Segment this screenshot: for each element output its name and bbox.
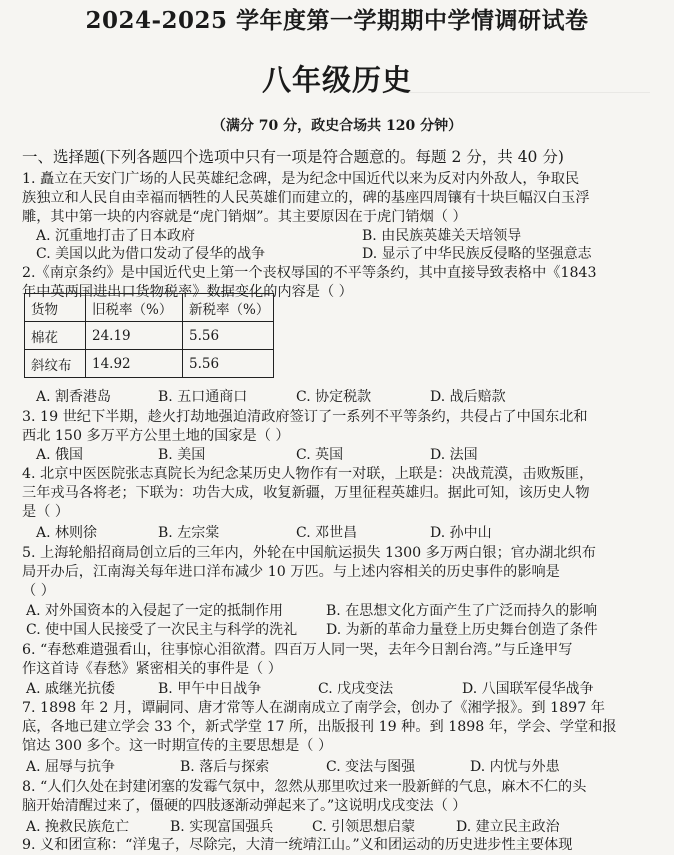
table-cell: 5.56 xyxy=(183,322,274,350)
question-3-line-2: 西北 150 多万平方公里土地的国家是（ ） xyxy=(22,428,290,444)
question-8-option-d: D. 建立民主政治 xyxy=(456,819,560,835)
question-6-option-d: D. 八国联军侵华战争 xyxy=(462,681,594,697)
question-2-option-b: B. 五口通商口 xyxy=(158,389,248,405)
question-5-option-b: B. 在思想文化方面产生了广泛而持久的影响 xyxy=(326,603,598,619)
question-4-option-d: D. 孙中山 xyxy=(430,525,492,541)
question-2-line-2: 年中英两国进出口货物税率》数据变化的内容是（ ） xyxy=(22,284,353,300)
question-9-line-1: 9. 义和团宣称：“洋鬼子，尽除完，大清一统靖江山。”义和团运动的历史进步性主要体现 xyxy=(22,837,573,853)
question-1-option-a: A. 沉重地打击了日本政府 xyxy=(36,228,196,244)
question-2-option-d: D. 战后赔款 xyxy=(430,389,506,405)
question-6-line-1: 6. “春愁难遣强看山，往事惊心泪欲潸。四百万人同一哭，去年今日割台湾。”与丘逢甲写 xyxy=(22,642,573,658)
question-2-option-a: A. 割香港岛 xyxy=(36,389,112,405)
table-cell: 24.19 xyxy=(86,322,183,350)
question-8-option-c: C. 引领思想启蒙 xyxy=(312,819,416,835)
table-cell: 5.56 xyxy=(183,350,274,378)
question-6-line-2: 作这首诗《春愁》紧密相关的事件是（ ） xyxy=(22,661,282,677)
question-5-line-2: 局开办后，江南海关每年进口洋布减少 10 万匹。与上述内容相关的历史事件的影响是 xyxy=(22,564,560,580)
question-8-option-a: A. 挽救民族危亡 xyxy=(26,819,130,835)
question-1-option-c: C. 美国以此为借口发动了侵华的战争 xyxy=(36,246,266,262)
question-7-option-d: D. 内忧与外患 xyxy=(470,759,560,775)
question-3-option-c: C. 英国 xyxy=(296,447,344,463)
table-row xyxy=(25,322,274,350)
question-5-option-a: A. 对外国资本的入侵起了一定的抵制作用 xyxy=(26,603,284,619)
question-3-option-d: D. 法国 xyxy=(430,447,478,463)
question-6-option-b: B. 甲午中日战争 xyxy=(158,681,262,697)
table-header: 新税率（%） xyxy=(183,294,274,322)
question-7-option-c: C. 变法与图强 xyxy=(326,759,416,775)
question-6-option-c: C. 戊戌变法 xyxy=(318,681,394,697)
question-5-option-d: D. 为新的革命力量登上历史舞台创造了条件 xyxy=(326,622,598,638)
question-5-option-c: C. 使中国人民接受了一次民主与科学的洗礼 xyxy=(26,622,298,638)
exam-title: 2024-2025 学年度第一学期期中学情调研试卷 xyxy=(85,7,589,34)
question-1-line-2: 族独立和人民自由幸福而牺牲的人民英雄们而建立的，碑的基座四周镶有十块巨幅汉白玉浮 xyxy=(22,190,590,206)
question-4-line-1: 4. 北京中医医院张志真院长为纪念某历史人物作有一对联，上联是：决战荒漠，击败叛匪， xyxy=(22,466,594,482)
question-2-line-1: 2.《南京条约》是中国近代史上第一个丧权辱国的不平等条约，其中直接导致表格中《1843 xyxy=(22,265,597,281)
table-header: 货物 xyxy=(25,294,86,322)
question-5-line-3: （ ） xyxy=(22,583,55,599)
question-4-option-b: B. 左宗棠 xyxy=(158,525,220,541)
question-7-line-2: 底，各地已建立学会 33 个，新式学堂 17 所，出版报刊 19 种。到 1898 年，学会、学堂和报 xyxy=(22,719,617,735)
table-cell: 斜纹布 xyxy=(25,350,86,378)
section-heading: 一、选择题(下列各题四个选项中只有一项是符合题意的。每题 2 分，共 40 分) xyxy=(22,148,564,166)
table-header-row xyxy=(25,294,274,322)
table-cell: 14.92 xyxy=(86,350,183,378)
question-3-line-1: 3. 19 世纪下半期，趁火打劫地强迫清政府签订了一系列不平等条约，共侵占了中国东北和 xyxy=(22,409,588,425)
question-1-option-b: B. 由民族英雄关天培领导 xyxy=(362,228,522,244)
question-8-line-2: 脑开始清醒过来了，僵硬的四肢逐渐动弹起来了。”这说明戊戌变法（ ） xyxy=(22,798,467,814)
question-6-option-a: A. 戚继光抗倭 xyxy=(26,681,116,697)
question-3-option-b: B. 美国 xyxy=(158,447,206,463)
question-7-line-1: 7. 1898 年 2 月，谭嗣同、唐才常等人在湖南成立了南学会，创办了《湘学报》。到 1897 年 xyxy=(22,700,605,716)
question-8-option-b: B. 实现富国强兵 xyxy=(170,819,274,835)
question-4-option-c: C. 邓世昌 xyxy=(296,525,358,541)
question-3-option-a: A. 俄国 xyxy=(36,447,84,463)
tax-rate-table xyxy=(24,293,274,378)
question-7-option-a: A. 屈辱与抗争 xyxy=(26,759,116,775)
question-4-line-3: 是（ ） xyxy=(22,504,70,520)
table-cell: 棉花 xyxy=(25,322,86,350)
question-1-option-d: D. 显示了中华民族反侵略的坚强意志 xyxy=(362,246,592,262)
question-5-line-1: 5. 上海轮船招商局创立后的三年内，外轮在中国航运损失 1300 多万两白银；官办湖北织布 xyxy=(22,545,596,561)
table-header: 旧税率（%） xyxy=(86,294,183,322)
question-4-line-2: 三年戎马各将老；下联为：功告大成，收复新疆，万里征程英雄归。据此可知，该历史人物 xyxy=(22,485,590,501)
question-7-option-b: B. 落后与探索 xyxy=(180,759,270,775)
question-8-line-1: 8. “人们久处在封建闭塞的发霉气氛中，忽然从那里吹过来一股新鲜的气息，麻木不仁的头 xyxy=(22,779,587,795)
question-2-option-c: C. 协定税款 xyxy=(296,389,372,405)
question-1-line-1: 1. 矗立在天安门广场的人民英雄纪念碑，是为纪念中国近代以来为反对内外敌人，争取民 xyxy=(22,171,580,187)
question-4-option-a: A. 林则徐 xyxy=(36,525,98,541)
exam-note: （满分 70 分，政史合场共 120 分钟） xyxy=(211,118,463,134)
question-7-line-3: 馆达 300 多个。这一时期宣传的主要思想是（ ） xyxy=(22,738,333,754)
question-1-line-3: 雕，其中第一块的内容就是“虎门销烟”。其主要原因在于虎门销烟（ ） xyxy=(22,209,467,225)
subject-title: 八年级历史 xyxy=(261,63,412,97)
table-row xyxy=(25,350,274,378)
